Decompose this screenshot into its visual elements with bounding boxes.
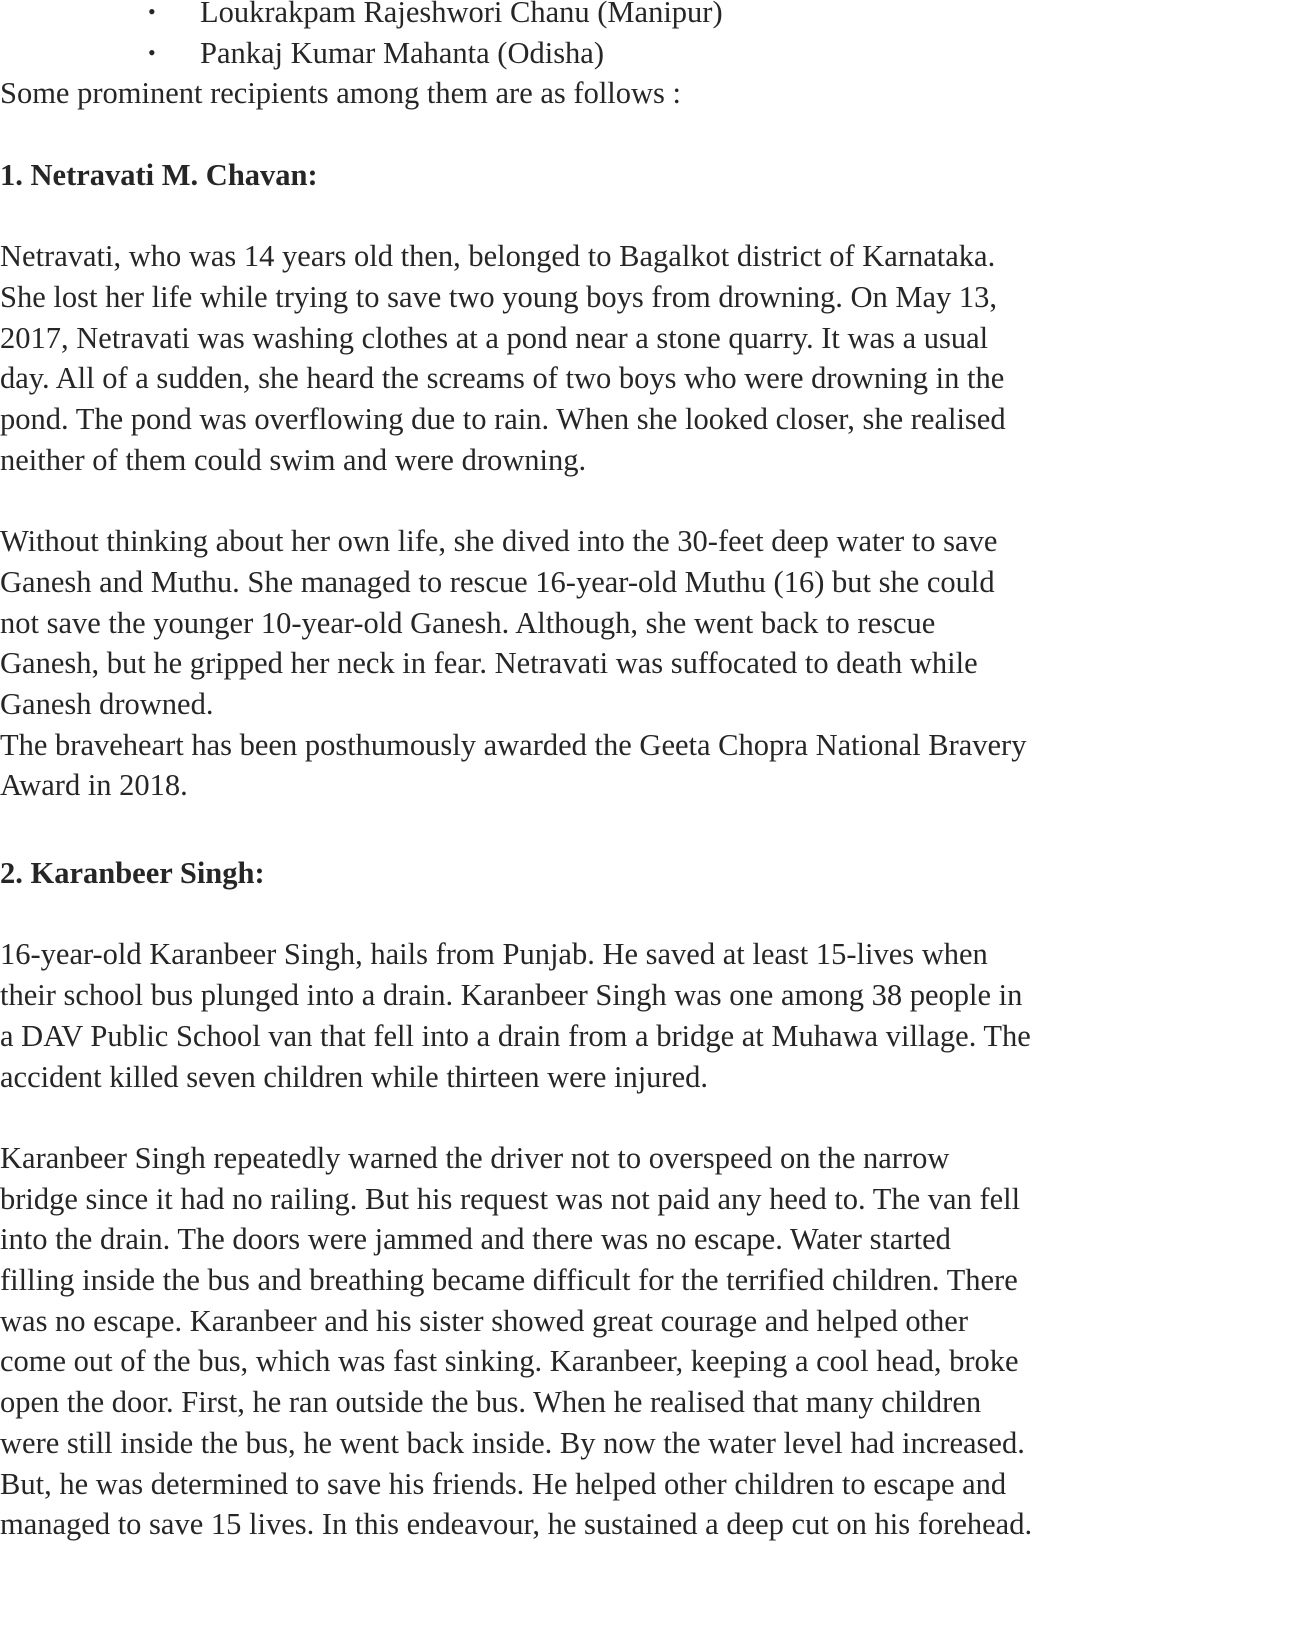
paragraph-line: But, he was determined to save his friends. He helped other children to escape and (0, 1466, 1007, 1501)
paragraph-line: She lost her life while trying to save two young boys from drowning. On May 13, (0, 279, 998, 314)
paragraph-line: neither of them could swim and were drowning. (0, 442, 587, 477)
paragraph (0, 521, 1296, 725)
bullet-dot-icon: • (148, 39, 156, 65)
paragraph-line: not save the younger 10-year-old Ganesh. Although, she went back to rescue (0, 605, 936, 640)
paragraph-line: Netravati, who was 14 years old then, belonged to Bagalkot district of Karnataka. (0, 239, 996, 274)
paragraph-line: managed to save 15 lives. In this endeavour, he sustained a deep cut on his forehead. (0, 1507, 1033, 1542)
paragraph-line: open the door. First, he ran outside the bus. When he realised that many children (0, 1385, 982, 1420)
paragraph-line: 2017, Netravati was washing clothes at a pond near a stone quarry. It was a usual (0, 320, 989, 355)
paragraph (0, 236, 1296, 480)
bullet-list-item (0, 33, 1296, 74)
paragraph-line: come out of the bus, which was fast sinking. Karanbeer, keeping a cool head, broke (0, 1344, 1019, 1379)
paragraph-line: The braveheart has been posthumously awarded the Geeta Chopra National Bravery (0, 727, 1027, 762)
paragraph-line: were still inside the bus, he went back inside. By now the water level had increased. (0, 1425, 1025, 1460)
paragraph-line: into the drain. The doors were jammed and there was no escape. Water started (0, 1222, 951, 1257)
recipient-bullet-list (0, 0, 1296, 73)
paragraph-line: day. All of a sudden, she heard the screams of two boys who were drowning in the (0, 361, 1005, 396)
paragraph-line: accident killed seven children while thirteen were injured. (0, 1059, 708, 1094)
paragraph-line: Ganesh, but he gripped her neck in fear. Netravati was suffocated to death while (0, 646, 978, 681)
paragraph (0, 725, 1296, 806)
paragraph-line: Ganesh and Muthu. She managed to rescue 16-year-old Muthu (16) but she could (0, 564, 995, 599)
paragraph-line: Without thinking about her own life, she dived into the 30-feet deep water to save (0, 524, 998, 559)
paragraph-line: Karanbeer Singh repeatedly warned the driver not to overspeed on the narrow (0, 1140, 950, 1175)
paragraph (0, 934, 1296, 1097)
paragraph-line: pond. The pond was overflowing due to rain. When she looked closer, she realised (0, 402, 1006, 436)
paragraph-line: 16-year-old Karanbeer Singh, hails from Punjab. He saved at least 15-lives when (0, 937, 988, 972)
paragraph-line: a DAV Public School van that fell into a drain from a bridge at Muhawa village. The (0, 1018, 1031, 1053)
paragraph-line: Ganesh drowned. (0, 686, 214, 721)
paragraph-line: bridge since it had no railing. But his request was not paid any heed to. The van fell (0, 1181, 1021, 1216)
paragraph-line: their school bus plunged into a drain. Karanbeer Singh was one among 38 people in (0, 978, 1023, 1013)
paragraph (0, 1138, 1296, 1545)
bullet-item-text: Loukrakpam Rajeshwori Chanu (Manipur) (200, 0, 723, 29)
bullet-item-text: Pankaj Kumar Mahanta (Odisha) (200, 35, 605, 70)
section-heading: 2. Karanbeer Singh: (0, 856, 265, 891)
bullet-list-item (0, 0, 1296, 33)
paragraph-line: was no escape. Karanbeer and his sister showed great courage and helped other (0, 1303, 968, 1338)
bullet-dot-icon: • (148, 0, 156, 24)
paragraph-line: filling inside the bus and breathing became difficult for the terrified children. There (0, 1263, 1018, 1298)
paragraph-line: Award in 2018. (0, 768, 188, 803)
section-heading: 1. Netravati M. Chavan: (0, 157, 318, 192)
intro-text: Some prominent recipients among them are as follows : (0, 76, 682, 111)
